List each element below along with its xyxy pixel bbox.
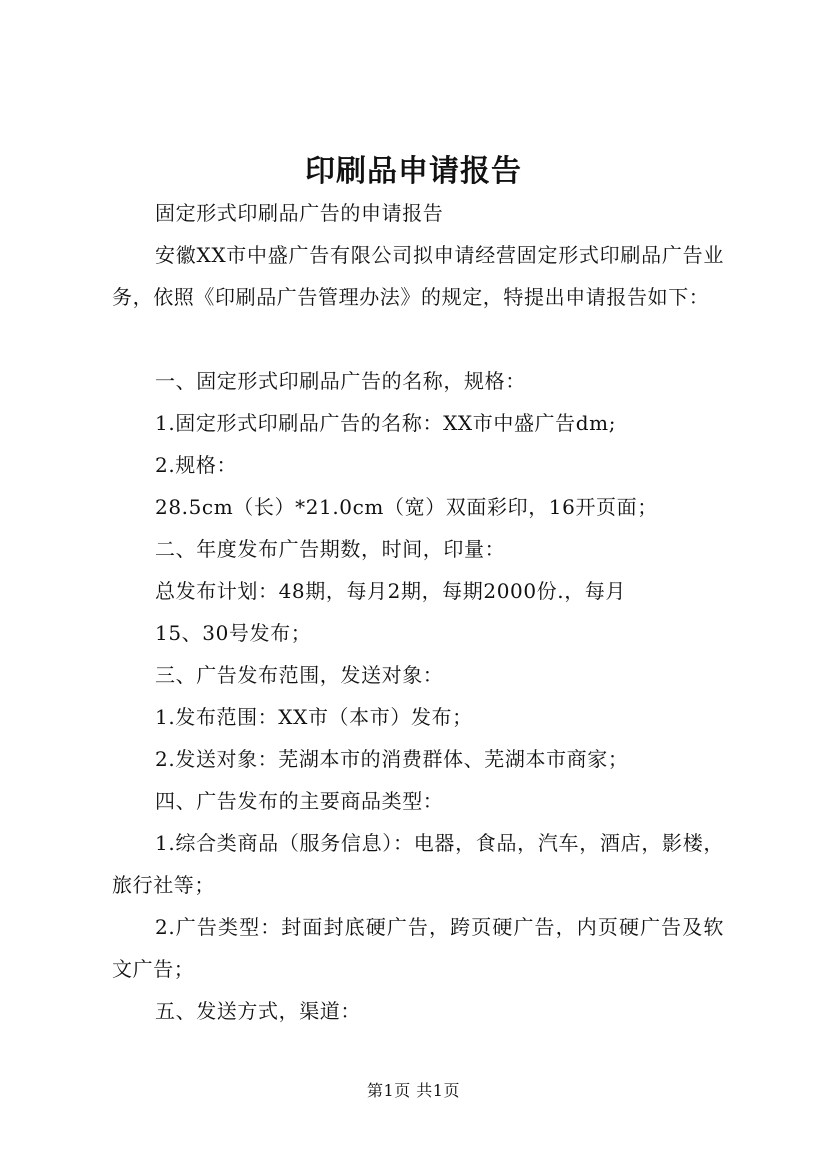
paragraph-item-name: 1.固定形式印刷品广告的名称：XX市中盛广告dm;	[155, 411, 617, 435]
page-footer: 第1页 共1页	[367, 1081, 460, 1100]
paragraph-goods-types: 1.综合类商品（服务信息）：电器，食品，汽车，酒店，影楼，旅行社等；	[112, 831, 724, 897]
paragraph-section-4-heading: 四、广告发布的主要商品类型：	[155, 789, 444, 813]
page-title: 印刷品申请报告	[305, 154, 522, 189]
paragraph-publish-plan: 总发布计划：48期，每月2期，每期2000份.，每月	[155, 579, 627, 603]
paragraph-section-3-heading: 三、广告发布范围，发送对象：	[155, 663, 444, 687]
paragraph-item-spec: 2.规格：	[155, 453, 238, 477]
paragraph-section-5-heading: 五、发送方式，渠道：	[155, 999, 361, 1023]
paragraph-section-1-heading: 一、固定形式印刷品广告的名称，规格：	[155, 369, 526, 393]
paragraph-audience: 2.发送对象：芜湖本市的消费群体、芜湖本市商家；	[155, 747, 629, 771]
paragraph-section-2-heading: 二、年度发布广告期数，时间，印量：	[155, 537, 506, 561]
paragraph-intro: 安徽XX市中盛广告有限公司拟申请经营固定形式印刷品广告业务，依照《印刷品广告管理办法》的规定，特提出申请报告如下：	[112, 243, 724, 309]
paragraph-publish-dates: 15、30号发布；	[155, 621, 312, 645]
paragraph-spec-detail: 28.5cm（长）*21.0cm（宽）双面彩印，16开页面；	[155, 495, 658, 519]
paragraph-scope: 1.发布范围：XX市（本市）发布；	[155, 705, 473, 729]
paragraph-ad-types: 2.广告类型：封面封底硬广告，跨页硬广告，内页硬广告及软文广告；	[112, 915, 724, 981]
paragraph-subtitle: 固定形式印刷品广告的申请报告	[155, 201, 444, 225]
